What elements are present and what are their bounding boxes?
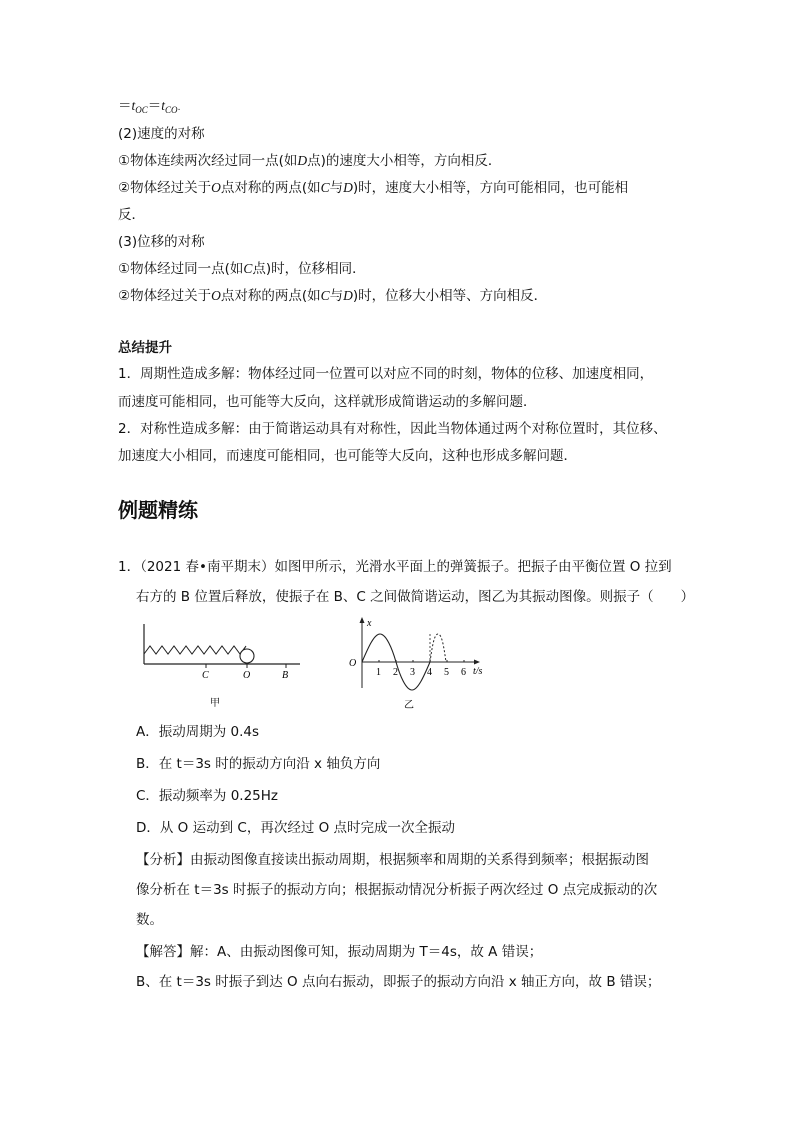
text-segment: 与 <box>329 288 344 304</box>
caption-yi: 乙 <box>404 700 414 711</box>
text-segment: 点对称的两点(如 <box>220 288 321 304</box>
velocity-item-1 <box>118 151 501 171</box>
summary-p2-line1: 2．对称性造成多解：由于简谐运动具有对称性，因此当物体通过两个对称位置时，其位移、 <box>118 421 667 437</box>
text-segment: ①物体经过同一点(如 <box>118 261 244 277</box>
spring-coil <box>144 646 246 654</box>
equals-sign: ＝ <box>118 98 132 114</box>
displacement-heading: (3)位移的对称 <box>118 234 205 250</box>
label-b: B <box>282 670 289 681</box>
text-segment: ②物体经过关于 <box>118 288 212 304</box>
text-segment: 点)的速度大小相等，方向相反． <box>307 153 502 169</box>
tick-label-2: 2 <box>393 667 398 678</box>
tick-label-3: 3 <box>410 667 415 678</box>
t-axis-tick-labels <box>376 660 466 678</box>
figure-yi-vibration-graph <box>340 614 500 714</box>
velocity-item-2 <box>118 178 628 198</box>
summary-p2-line2: 加速度大小相同，而速度可能相同，也可能等大反向，这种也形成多解问题． <box>118 448 577 464</box>
equals-sign: ＝ <box>147 98 162 114</box>
summary-p1-line1: 1．周期性造成多解：物体经过同一位置可以对应不同的时刻，物体的位移、加速度相同， <box>118 366 654 382</box>
text-segment: 与 <box>329 180 344 196</box>
sine-curve-dashed <box>430 634 446 662</box>
analysis-line-1: 【分析】由振动图像直接读出振动周期，根据频率和周期的关系得到频率；根据振动图 <box>136 852 649 868</box>
tick-label-5: 5 <box>444 667 449 678</box>
origin-label: O <box>349 658 357 669</box>
oscillator-ball <box>240 649 254 663</box>
point-c: C <box>320 288 330 303</box>
tick-label-1: 1 <box>376 667 381 678</box>
t-symbol: t <box>131 98 136 113</box>
displacement-item-1 <box>118 259 366 279</box>
point-c: C <box>320 180 330 195</box>
text-segment: ②物体经过关于 <box>118 180 212 196</box>
answer-line-1: 【解答】解：A、由振动图像可知，振动周期为 T＝4s，故 A 错误； <box>136 944 543 960</box>
tick-label-4: 4 <box>427 667 432 678</box>
period: . <box>177 103 181 113</box>
analysis-line-3: 数。 <box>136 912 163 928</box>
point-d: D <box>297 153 308 168</box>
text-segment: )时，位移大小相等、方向相反． <box>352 288 548 304</box>
t-axis-arrow <box>474 660 480 665</box>
subscript-co: CO <box>165 105 178 115</box>
answer-line-2: B、在 t＝3s 时振子到达 O 点向右振动，即振子的振动方向沿 x 轴正方向，故 B 错误； <box>136 974 661 990</box>
tick-label-6: 6 <box>461 667 466 678</box>
analysis-line-2: 像分析在 t＝3s 时振子的振动方向；根据振动情况分析振子两次经过 O 点完成振动的次 <box>136 882 658 898</box>
velocity-item-2-wrap: 反． <box>118 207 145 223</box>
option-b: B．在 t＝3s 时的振动方向沿 x 轴负方向 <box>136 756 381 772</box>
displacement-item-2 <box>118 286 547 306</box>
point-c: C <box>243 261 253 276</box>
point-d: D <box>343 288 353 303</box>
subscript-oc: OC <box>135 105 148 115</box>
text-segment: 点)时，位移相同． <box>252 261 366 277</box>
label-c: C <box>202 670 209 681</box>
figure-jia-spring-oscillator <box>140 622 310 712</box>
point-o: O <box>211 180 221 195</box>
x-axis-arrow <box>360 617 365 623</box>
label-o: O <box>243 670 251 681</box>
text-segment: 点对称的两点(如 <box>220 180 321 196</box>
option-a: A．振动周期为 0.4s <box>136 724 260 740</box>
option-c: C．振动频率为 0.25Hz <box>136 788 279 804</box>
axis-label-t: t/s <box>473 666 483 677</box>
option-d: D．从 O 运动到 C，再次经过 O 点时完成一次全振动 <box>136 820 456 836</box>
section-title: 例题精练 <box>118 498 198 522</box>
time-equality-line <box>118 96 180 120</box>
question-line-2: 右方的 B 位置后释放，使振子在 B、C 之间做简谐运动，图乙为其振动图像。则振子（ ） <box>136 589 695 605</box>
summary-p1-line2: 而速度可能相同，也可能等大反向，这样就形成简谐运动的多解问题． <box>118 394 537 410</box>
point-o: O <box>211 288 221 303</box>
text-segment: ①物体连续两次经过同一点(如 <box>118 153 298 169</box>
point-d: D <box>343 180 353 195</box>
t-symbol: t <box>161 98 166 113</box>
velocity-heading: (2)速度的对称 <box>118 126 205 142</box>
axis-label-x: x <box>367 618 372 629</box>
text-segment: )时，速度大小相等，方向可能相同，也可能相 <box>352 180 629 196</box>
summary-title: 总结提升 <box>118 340 172 356</box>
question-line-1: 1．（2021 春•南平期末）如图甲所示，光滑水平面上的弹簧振子。把振子由平衡位置 O 拉到 <box>118 559 672 575</box>
caption-jia: 甲 <box>210 698 220 709</box>
